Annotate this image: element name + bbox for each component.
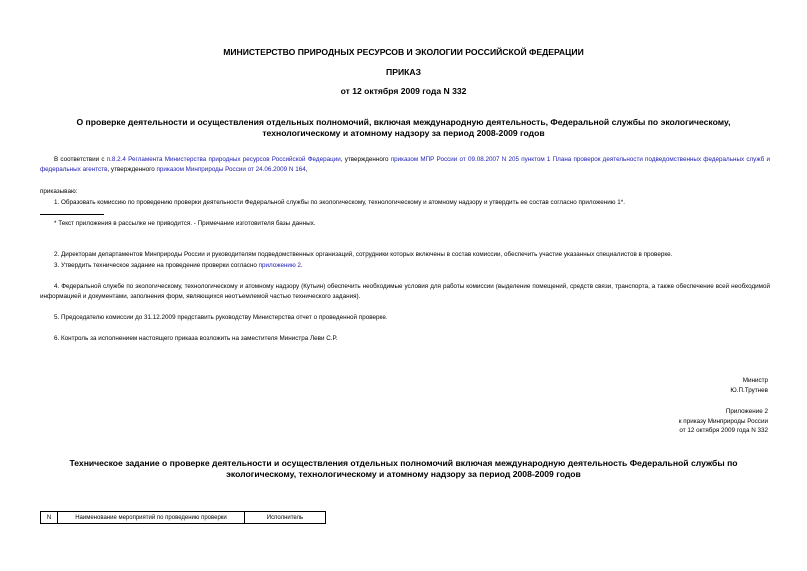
item-1: 1. Образовать комиссию по проведению проверки деятельности Федеральной службы по экологическому, технологическому и атомному надзору и утвердить ее состав согласно приложению 1*. — [54, 199, 625, 206]
header-executor: Исполнитель — [245, 512, 326, 524]
item-3 — [54, 261, 303, 271]
regulation-link[interactable]: п.8.2.4 Регламента Министерства природных ресурсов Российской Федерации — [106, 156, 341, 163]
appendix-ref-date: от 12 октября 2009 года N 332 — [679, 427, 768, 435]
header-number: N — [41, 512, 58, 524]
preamble-text-2: , утвержденного — [340, 156, 391, 163]
footnote: * Текст приложения в рассылке не приводится. - Примечание изготовителя базы данных. — [54, 220, 316, 227]
item-5: 5. Председателю комиссии до 31.12.2009 представить руководству Министерства отчет о проведенной проверке. — [54, 314, 388, 321]
footnote-separator — [40, 214, 104, 215]
item-4: 4. Федеральной службе по экологическому, технологическому и атомному надзору (Кутьин) обеспечить необходимые условия для работы комиссии (выделение помещений, средств связи, транспорта, а также обеспечение всей необходимой информацией и документами, заполнения форм, являющихся неотъемлемой частью технического задания). — [40, 283, 770, 300]
plan-point-link[interactable]: пунктом 1 Плана проверок деятельности подведомственных федеральных служб и федеральных агентств — [40, 156, 770, 173]
signature-name: Ю.П.Трутнев — [730, 386, 768, 394]
doc-date-number: от 12 октября 2009 года N 332 — [340, 86, 467, 96]
tech-task-line2: экологическому, технологическому и атомному надзору за период 2008-2009 годов — [226, 469, 581, 479]
item-6: 6. Контроль за исполнением настоящего приказа возложить на заместителя Министра Леви С.Р. — [54, 335, 338, 342]
item-3-end: . — [300, 262, 303, 269]
signature-block — [730, 376, 768, 395]
item-2: 2. Директорам департаментов Минприроды России и руководителям подведомственных организаций, сотрудники которых включены в состав комиссии, обеспечить участие указанных специалистов в проверке. — [54, 251, 673, 258]
order-164-link[interactable]: приказом Минприроды России от 24.06.2009 N 164 — [156, 165, 306, 173]
order-word: приказываю: — [40, 188, 78, 195]
order-title — [0, 117, 807, 139]
appendix-ref-order: к приказу Минприроды России — [678, 417, 768, 425]
tech-task-title — [0, 458, 807, 480]
appendix-reference — [679, 407, 768, 436]
preamble-paragraph — [40, 155, 770, 174]
ministry-title: МИНИСТЕРСТВО ПРИРОДНЫХ РЕСУРСОВ И ЭКОЛОГИИ РОССИЙСКОЙ ФЕДЕРАЦИИ — [223, 47, 584, 57]
table-header-row — [41, 512, 326, 524]
preamble-text-5: , — [305, 165, 308, 173]
tech-task-line1: Техническое задание о проверке деятельности и осуществления отдельных полномочий включая международную деятельность Федеральной службы по — [69, 458, 738, 468]
preamble-text-1: В соответствии с — [54, 156, 107, 163]
order-title-line1: О проверке деятельности и осуществления отдельных полномочий, включая международную деятельность, Федеральной службы по экологическому, — [76, 117, 731, 127]
preamble-text-4: , утвержденного — [107, 165, 157, 173]
doc-type: ПРИКАЗ — [386, 67, 421, 77]
appendix-2-link[interactable]: приложению 2 — [258, 262, 301, 269]
signature-position: Министр — [742, 377, 768, 384]
order-205-link[interactable]: приказом МПР России от 09.08.2007 N 205 — [390, 156, 519, 163]
header-activity: Наименование мероприятий по проведению проверки — [58, 512, 245, 524]
appendix-label: Приложение 2 — [725, 408, 768, 415]
order-title-line2: технологическому и атомному надзору за период 2008-2009 годов — [262, 128, 545, 138]
item-3-text: 3. Утвердить техническое задание на проведение проверки согласно — [54, 262, 259, 269]
tech-task-table — [40, 511, 326, 524]
